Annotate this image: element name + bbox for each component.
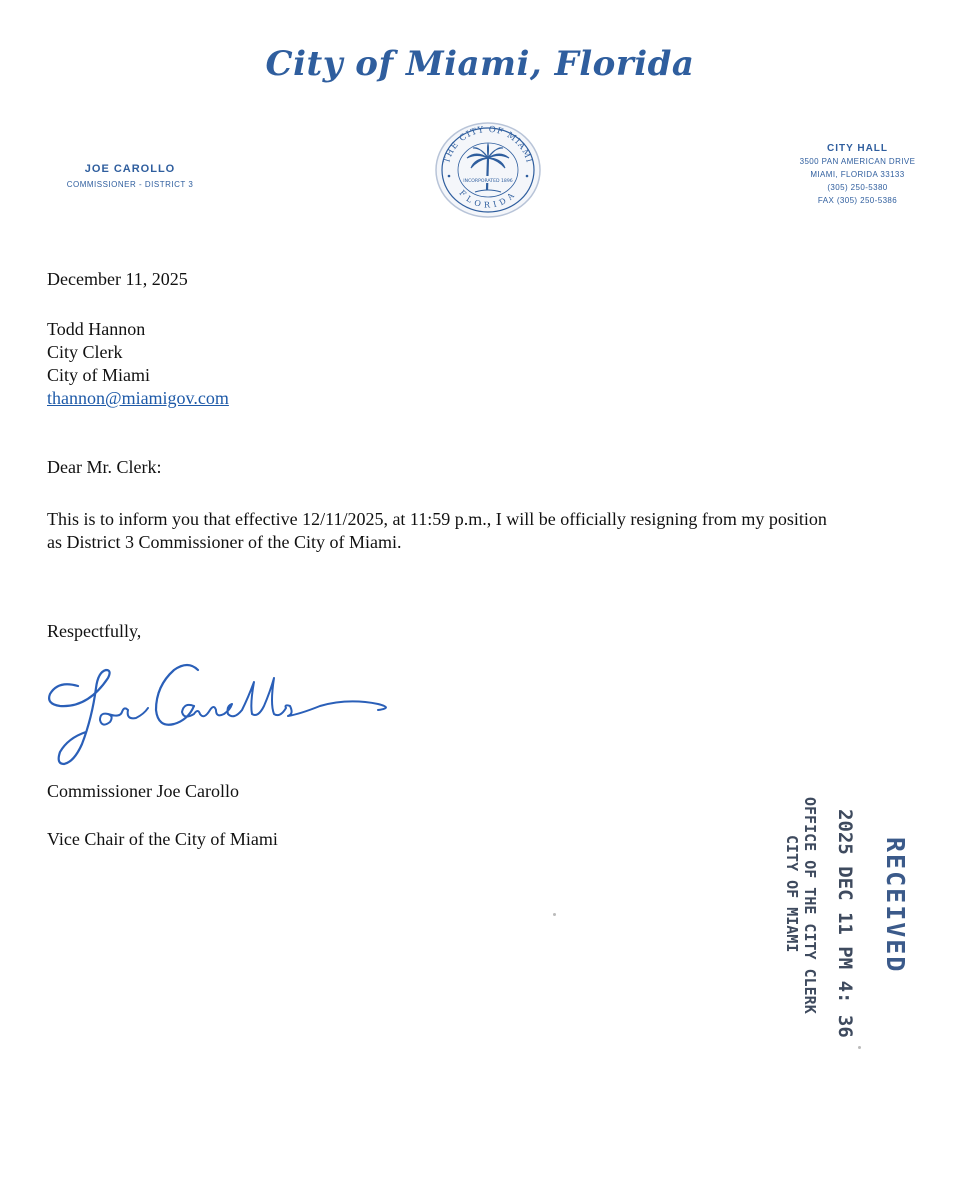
- body-line-2: as District 3 Commissioner of the City of Miami.: [47, 532, 402, 552]
- closing: Respectfully,: [47, 621, 142, 641]
- letterhead-title: City of Miami, Florida: [265, 44, 695, 84]
- seal-ring-text: THE CITY OF MIAMI: [442, 124, 534, 165]
- stamp-received: RECEIVED: [881, 837, 910, 974]
- stamp-datetime: 2025 DEC 11 PM 4: 36: [834, 809, 856, 1038]
- sender-role: COMMISSIONER - DISTRICT 3: [66, 180, 194, 189]
- fax-number: FAX (305) 250-5386: [817, 196, 898, 205]
- city-seal-icon: [431, 120, 545, 220]
- received-stamp: [775, 795, 935, 1055]
- phone-number: (305) 250-5380: [827, 183, 888, 192]
- stamp-office-line-2: CITY OF MIAMI: [783, 835, 801, 953]
- recipient-title: City Clerk: [47, 342, 123, 362]
- salutation: Dear Mr. Clerk:: [47, 457, 162, 477]
- seal-center-text: INCORPORATED 1896: [463, 179, 513, 184]
- body-paragraph: [47, 508, 927, 554]
- letter-date: December 11, 2025: [47, 269, 188, 289]
- seal-bottom-text: FLORIDA: [457, 188, 519, 210]
- recipient-email-link[interactable]: thannon@miamigov.com: [47, 388, 229, 408]
- city-hall-title: CITY HALL: [826, 143, 889, 154]
- body-line-1: This is to inform you that effective 12/11/2025, at 11:59 p.m., I will be officially resigning from my position: [47, 509, 827, 529]
- signature: [38, 648, 408, 783]
- paper-speck: [858, 1046, 861, 1049]
- city-hall-address: [770, 142, 945, 207]
- signer-name: Commissioner Joe Carollo: [47, 781, 239, 801]
- recipient-name: Todd Hannon: [47, 319, 146, 339]
- recipient-org: City of Miami: [47, 365, 150, 385]
- sender-block: [40, 163, 220, 189]
- signer-title: Vice Chair of the City of Miami: [47, 829, 278, 849]
- paper-speck: [553, 913, 556, 916]
- stamp-office-line-1: OFFICE OF THE CITY CLERK: [801, 797, 819, 1014]
- address-line-2: MIAMI, FLORIDA 33133: [810, 170, 905, 179]
- sender-name: JOE CAROLLO: [84, 163, 176, 175]
- address-line-1: 3500 PAN AMERICAN DRIVE: [799, 157, 916, 166]
- addressee-block: [47, 318, 229, 410]
